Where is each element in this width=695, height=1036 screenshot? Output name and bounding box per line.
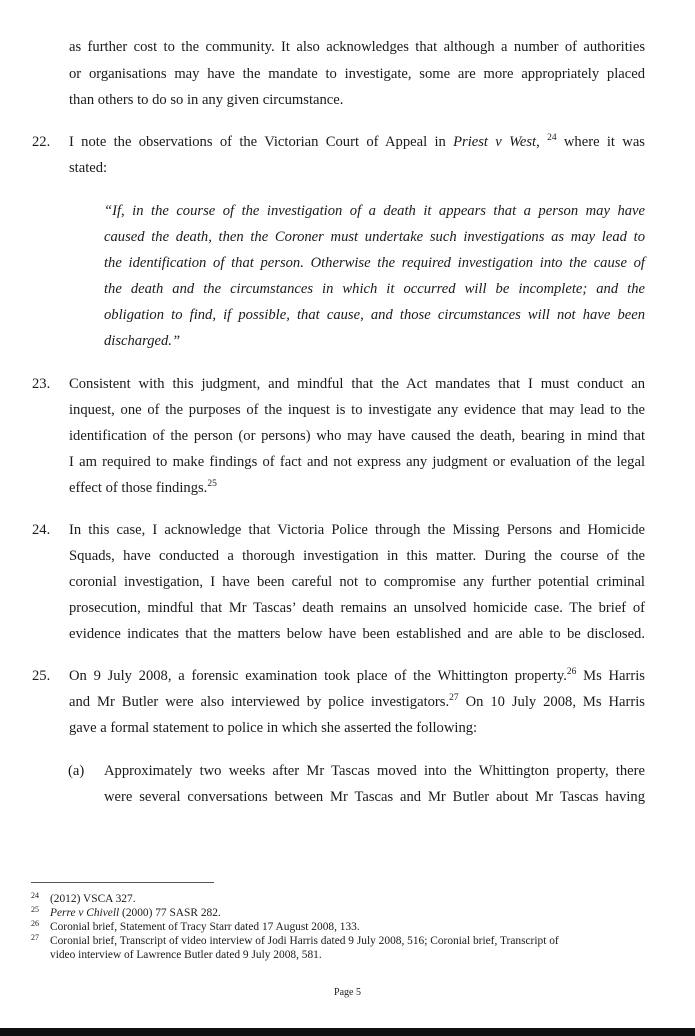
- p24-line-3: coronial investigation, I have been careful not to compromise any further potential criminal: [69, 574, 645, 590]
- scan-edge: [0, 1028, 695, 1036]
- footnote-26: Coronial brief, Statement of Tracy Starr dated 17 August 2008, 133.: [50, 921, 360, 933]
- footnote-ref-27[interactable]: 27: [449, 693, 459, 704]
- quote-line-3: the identification of that person. Otherwise the required investigation into the cause of: [104, 255, 645, 271]
- p23-line-4: I am required to make findings of fact and not express any judgment or evaluation of the legal: [69, 454, 645, 470]
- footnote-divider: [31, 882, 214, 883]
- sub-item-label: (a): [68, 763, 85, 779]
- paragraph-number: 24.: [32, 522, 51, 538]
- p22-line-2: stated:: [69, 160, 108, 176]
- p23-line-1: Consistent with this judgment, and mindful that the Act mandates that I must conduct an: [69, 376, 645, 392]
- lead-line-3: than others to do so in any given circumstance.: [69, 92, 344, 108]
- footnote-ref-26[interactable]: 26: [566, 667, 577, 678]
- footnote-24: (2012) VSCA 327.: [50, 893, 136, 905]
- p23-line-2: inquest, one of the purposes of the inquest is to investigate any evidence that may lead to the: [69, 402, 645, 418]
- p24-line-5: evidence indicates that the matters below have been established and are able to be disclosed.: [69, 626, 645, 642]
- footnote-ref-24[interactable]: 24: [547, 133, 557, 144]
- footnote-number: 24: [31, 891, 39, 900]
- footnote-ref-25[interactable]: 25: [207, 479, 217, 490]
- footnote-27-cont: video interview of Lawrence Butler dated 9 July 2008, 581.: [50, 949, 322, 961]
- p25-line-3: gave a formal statement to police in which she asserted the following:: [69, 720, 478, 736]
- footnote-27: Coronial brief, Transcript of video interview of Jodi Harris dated 9 July 2008, 516; Coronial brief, Transcript of: [50, 935, 559, 947]
- quote-line-5: obligation to find, if possible, that cause, and those circumstances will not have been: [104, 307, 645, 323]
- paragraph-number: 23.: [32, 376, 51, 392]
- footnote-25: Perre v Chivell (2000) 77 SASR 282.: [50, 907, 221, 919]
- sub-a-line-2: were several conversations between Mr Tascas and Mr Butler about Mr Tascas having: [104, 789, 645, 805]
- lead-line-2: or organisations may have the mandate to investigate, some are more appropriately placed: [69, 66, 645, 82]
- paragraph-number: 22.: [32, 134, 51, 150]
- case-name: Priest v West: [453, 134, 537, 150]
- p25-line-1: On 9 July 2008, a forensic examination took place of the Whittington property.$^{26}$ Ms Harris: [69, 667, 645, 684]
- footnote-number: 26: [31, 919, 39, 928]
- footnote-number: 25: [31, 905, 39, 914]
- page-number: Page 5: [334, 987, 361, 998]
- quote-line-1: “If, in the course of the investigation of a death it appears that a person may have: [104, 203, 645, 219]
- sub-a-line-1: Approximately two weeks after Mr Tascas moved into the Whittington property, there: [104, 763, 645, 779]
- quote-line-6: discharged.”: [104, 333, 181, 349]
- p24-line-4: prosecution, mindful that Mr Tascas’ death remains an unsolved homicide case. The brief of: [69, 600, 645, 616]
- lead-line-1: as further cost to the community. It also acknowledges that although a number of authorities: [69, 39, 645, 55]
- quote-line-4: the death and the circumstances in which it occurred will be incomplete; and the: [104, 281, 645, 297]
- p25-line-2: and Mr Butler were also interviewed by police investigators.$^{27}$ On 10 July 2008, Ms Harris: [69, 693, 645, 710]
- paragraph-number: 25.: [32, 668, 51, 684]
- quote-line-2: caused the death, then the Coroner must undertake such investigations as may lead to: [104, 229, 645, 245]
- p23-line-3: identification of the person (or persons) who may have caused the death, bearing in mind that: [69, 428, 645, 444]
- p24-line-1: In this case, I acknowledge that Victoria Police through the Missing Persons and Homicide: [69, 522, 645, 538]
- p22-line-1: I note the observations of the Victorian Court of Appeal in Priest v West, $^{24}$ where it was: [69, 133, 645, 150]
- p23-line-5: effect of those findings.$^{25}$: [69, 479, 217, 496]
- footnote-number: 27: [31, 933, 39, 942]
- p24-line-2: Squads, have conducted a thorough investigation in this matter. During the course of the: [69, 548, 645, 564]
